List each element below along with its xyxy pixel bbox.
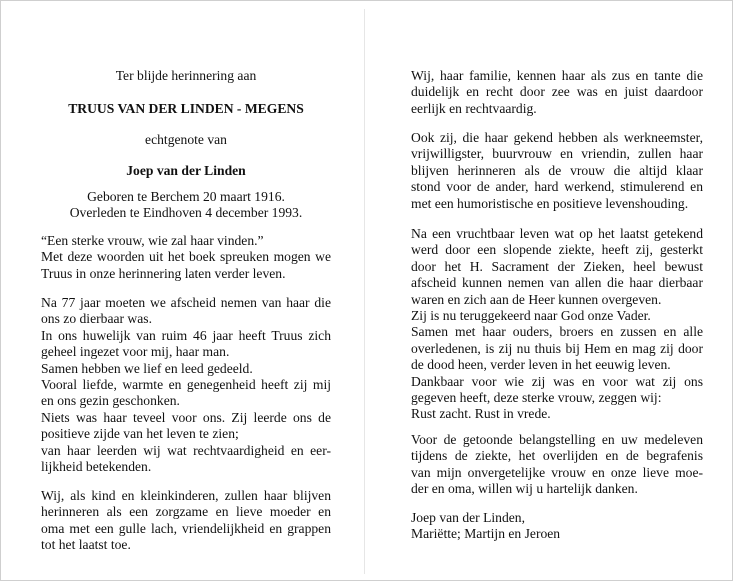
signer-name: Joep van der Linden,: [411, 510, 526, 525]
text-line: afscheid kunnen nemen van allen die haar dierbaar: [411, 275, 703, 291]
text-line: Vooral liefde, warmte en genegenheid heeft zij mij: [41, 377, 331, 393]
text-line: en ons gezin geschonken.: [41, 393, 180, 409]
text-line: met een humoristische en positieve levenshouding.: [411, 195, 689, 211]
deceased-name: TRUUS VAN DER LINDEN - MEGENS: [68, 101, 304, 116]
text-line: Samen hebben we lief en leed gedeeld.: [41, 360, 253, 376]
text-line: duidelijk en recht door zee was en juist daardoor: [411, 84, 703, 100]
text-line: waren en zich aan de Heer kunnen overgeven.: [411, 291, 662, 307]
text-line: tot het laatst toe.: [41, 537, 131, 553]
text-line: overledenen, is zij nu thuis bij Hem en mag zij door: [411, 340, 703, 356]
text-line: gegeven heeft, deze sterke vrouw, zeggen wij:: [411, 390, 662, 406]
text-line: werd door een slopende ziekte, heeft zij, gesterkt: [411, 242, 703, 258]
text-line: Niets was haar teveel voor ons. Zij leerde ons de: [41, 409, 331, 425]
fold-line: [364, 9, 365, 574]
paragraph-grandchildren: [41, 488, 331, 554]
spouse-name: Joep van der Linden: [126, 163, 246, 178]
text-line: stond voor de ander, hard werkend, stimulerend en: [411, 179, 703, 195]
death-line: Overleden te Eindhoven 4 december 1993.: [69, 205, 303, 220]
text-line: In ons huwelijk van ruim 46 jaar heeft Truus zich: [41, 327, 331, 343]
text-line: Dankbaar voor wie zij was en voor wat zij ons: [411, 373, 703, 389]
text-line: ons zo dierbaar was.: [41, 311, 152, 327]
text-line: Met deze woorden uit het boek spreuken mogen we: [41, 249, 331, 265]
text-line: herinneren als een zorgzame en lieve moeder en: [41, 504, 331, 520]
text-line: van mijn onvergetelijke vrouw en onze lieve moe-: [411, 464, 703, 480]
text-line: Na een vruchtbaar leven wat op het laatst getekend: [411, 226, 703, 241]
birth-line: Geboren te Berchem 20 maart 1916.: [87, 189, 285, 204]
spouse-intro: echtgenote van: [145, 132, 227, 147]
text-line: eerlijk en rechtvaardig.: [411, 100, 537, 116]
paragraph-life: [411, 226, 703, 423]
text-line: vrijwilligster, buurvrouw en vriendin, zullen haar: [411, 146, 703, 162]
text-line: tijdens de ziekte, het overlijden en de begrafenis: [411, 448, 703, 464]
text-line: Wij, haar familie, kennen haar als zus en tante die: [411, 68, 703, 83]
text-line: geheel ingezet voor mij, haar man.: [41, 344, 230, 360]
signature-block: [411, 510, 703, 543]
text-line: Truus in onze herinnering laten verder leven.: [41, 265, 286, 281]
text-line: “Een sterke vrouw, wie zal haar vinden.”: [41, 233, 264, 248]
intro-line: Ter blijde herinnering aan: [115, 68, 257, 83]
text-line: door het H. Sacrament der Zieken, heel bewust: [411, 258, 703, 274]
text-line: de dood heen, verder leven in het eeuwig leven.: [411, 357, 671, 373]
text-line: lijkheid betekenden.: [41, 459, 152, 475]
text-line: Samen met haar ouders, broers en zussen en alle: [411, 324, 703, 340]
text-line: positieve zijde van het leven te zien;: [41, 426, 239, 442]
paragraph-thanks: [411, 432, 703, 498]
text-line: Zij is nu teruggekeerd naar God onze Vader.: [411, 308, 651, 324]
text-line: blijven herinneren als de vrouw die altijd klaar: [411, 162, 703, 178]
text-line: Voor de getoonde belangstelling en uw medeleven: [411, 432, 703, 447]
paragraph-family: [411, 68, 703, 117]
text-line: Na 77 jaar moeten we afscheid nemen van haar die: [41, 295, 331, 310]
paragraph-quote: [41, 233, 331, 282]
paragraph-farewell: [41, 295, 331, 475]
paragraph-acquaintances: [411, 130, 703, 212]
text-line: der en oma, willen wij u hartelijk danken.: [411, 481, 638, 497]
text-line: Ook zij, die haar gekend hebben als werkneemster,: [411, 130, 703, 145]
text-line: van haar leerden wij wat rechtvaardigheid en eer-: [41, 442, 331, 458]
signer-children: Mariëtte; Martijn en Jeroen: [411, 526, 561, 542]
text-line: Wij, als kind en kleinkinderen, zullen haar blijven: [41, 488, 331, 503]
text-line: oma met een gulle lach, vriendelijkheid en grappen: [41, 520, 331, 536]
text-line: Rust zacht. Rust in vrede.: [411, 406, 551, 422]
